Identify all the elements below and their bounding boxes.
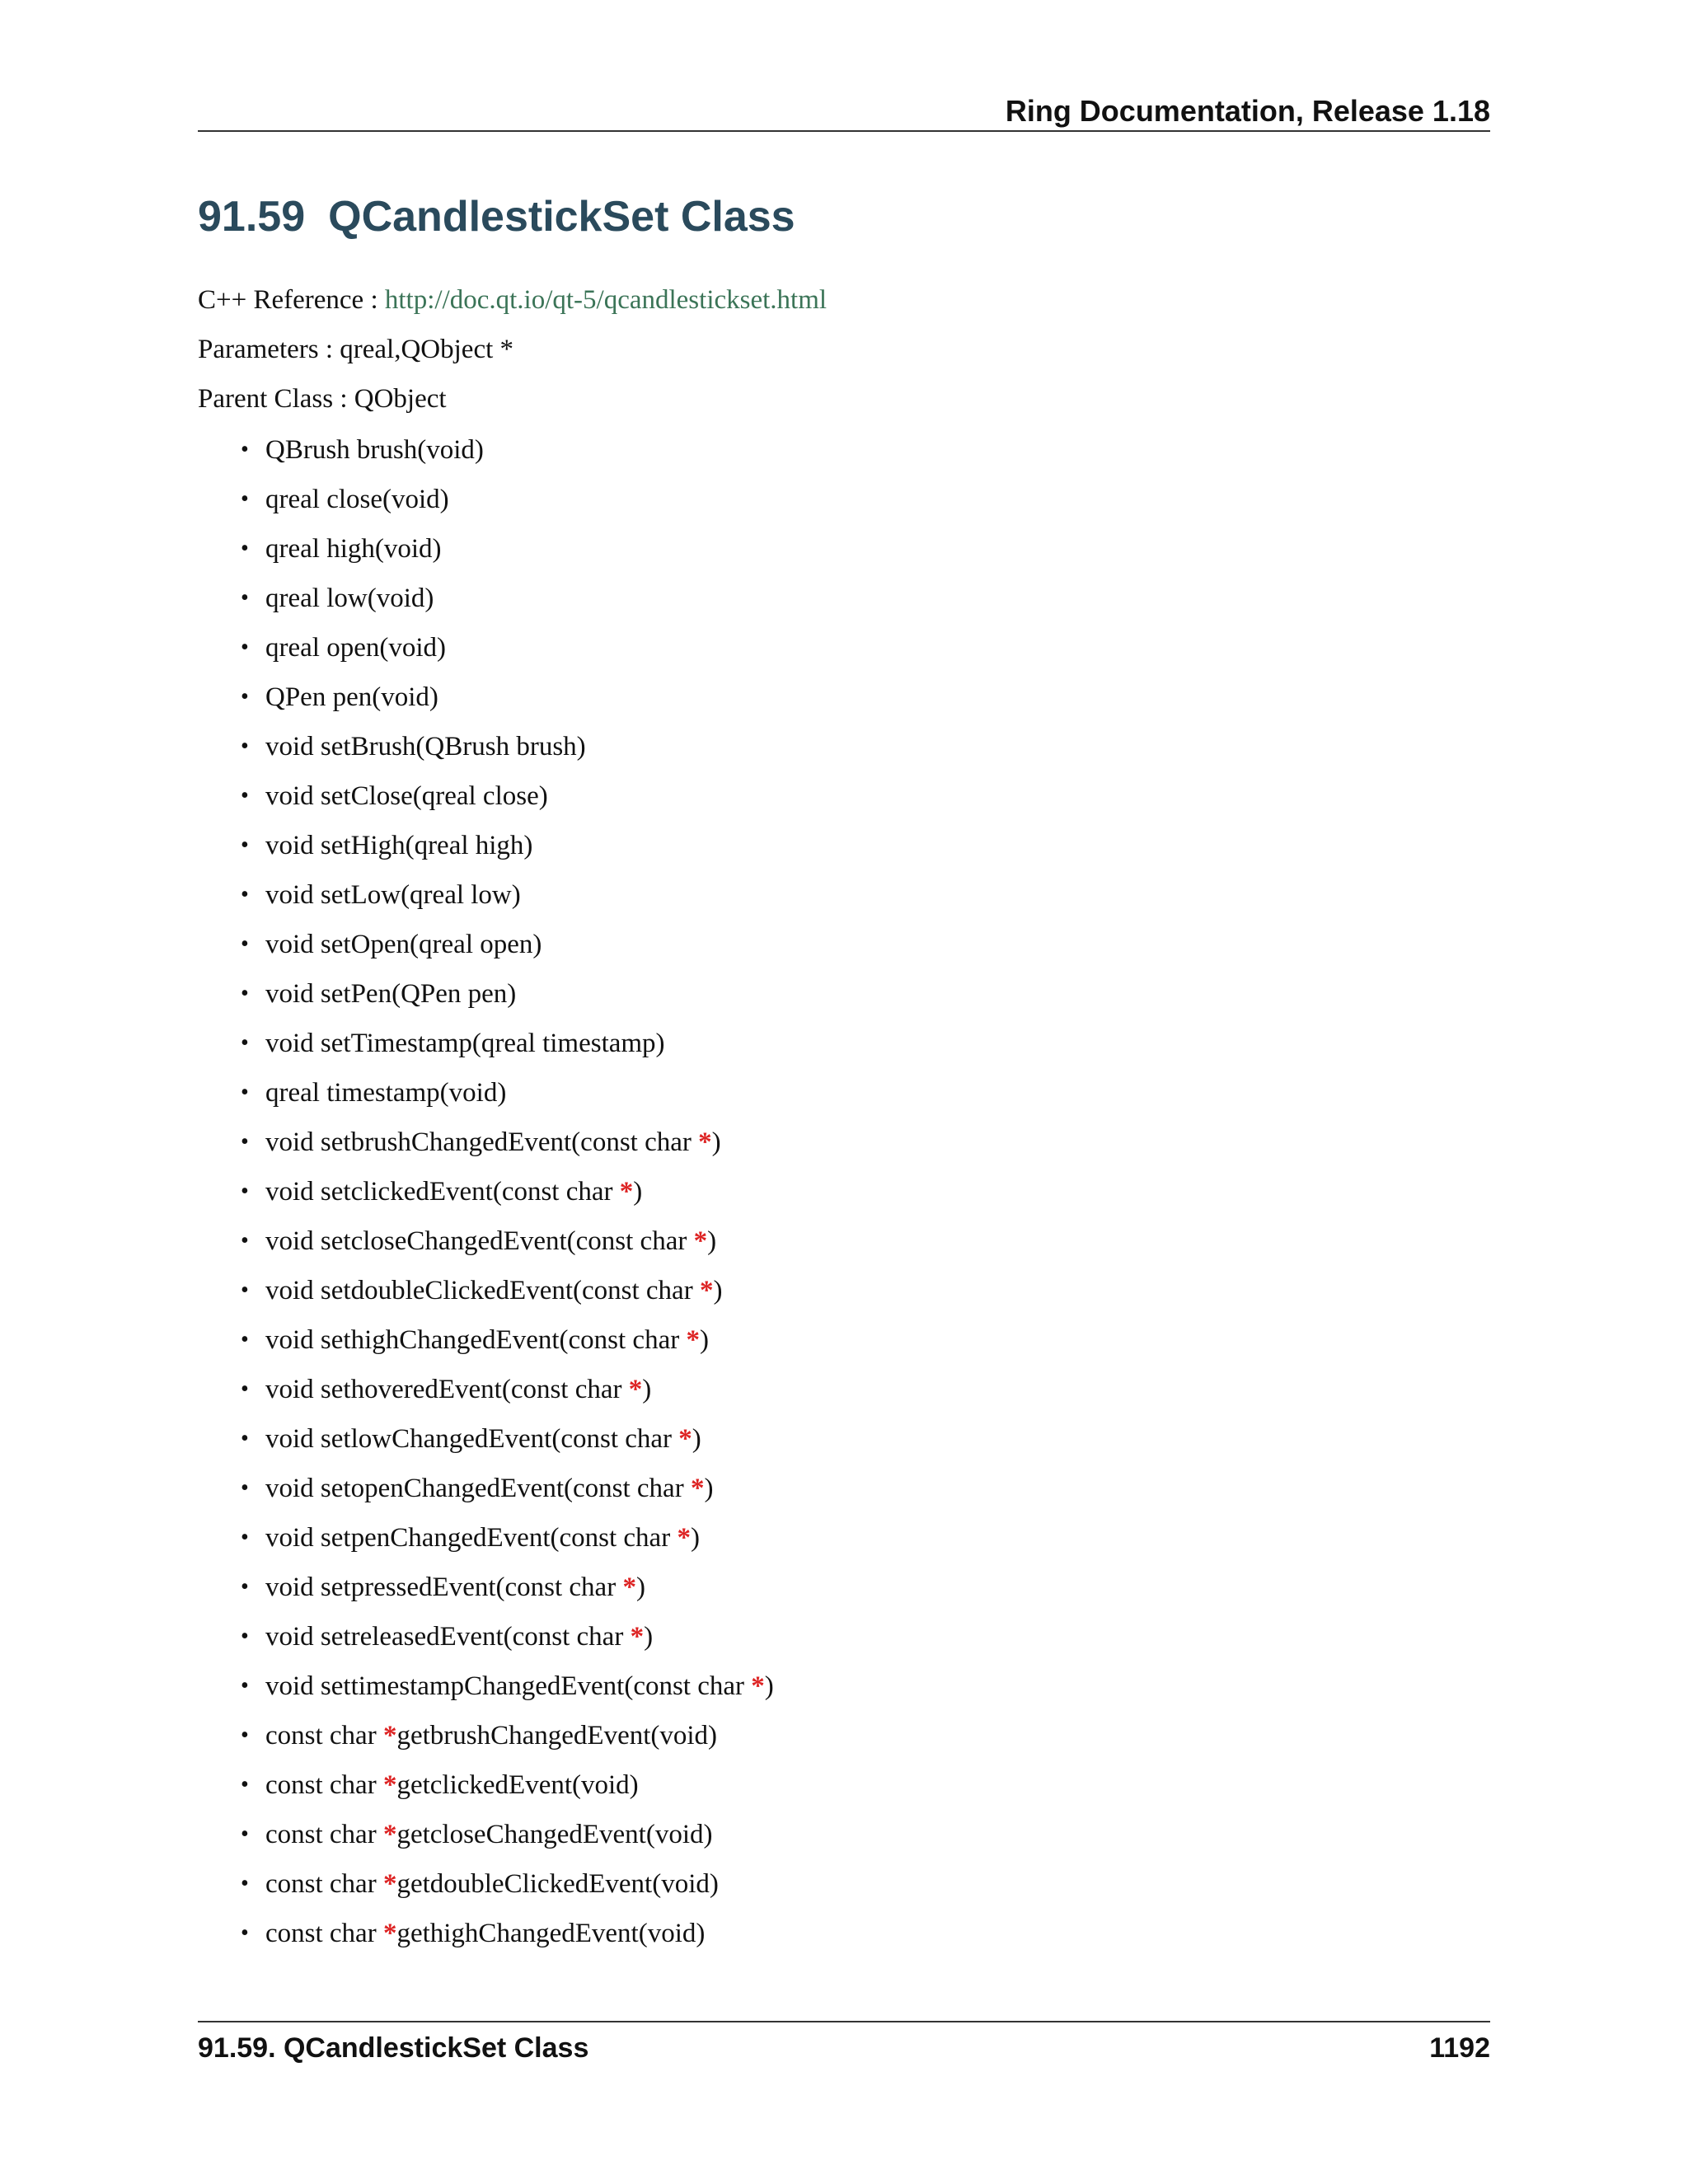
pointer-star: *: [698, 1127, 712, 1157]
bullet-icon: •: [241, 882, 249, 907]
method-signature: qreal low(void): [265, 583, 434, 613]
pointer-star: *: [693, 1226, 708, 1256]
section-number: 91.59: [198, 193, 306, 241]
bullet-icon: •: [241, 1772, 249, 1797]
pointer-star: *: [619, 1177, 634, 1207]
method-signature-tail: getcloseChangedEvent(void): [396, 1820, 713, 1849]
method-signature-tail: ): [713, 1276, 723, 1305]
bullet-icon: •: [241, 1574, 249, 1600]
list-item: [241, 580, 774, 630]
bullet-icon: •: [241, 1525, 249, 1550]
bullet-icon: •: [241, 1624, 249, 1649]
footer-section: 91.59. QCandlestickSet Class: [198, 2032, 589, 2064]
running-header-title: Ring Documentation, Release 1.18: [1005, 94, 1490, 128]
pointer-star: *: [751, 1671, 765, 1701]
method-signature: QPen pen(void): [265, 682, 438, 712]
method-signature: void sethighChangedEvent(const char: [265, 1325, 687, 1355]
method-signature-tail: ): [692, 1424, 701, 1454]
method-signature: void settimestampChangedEvent(const char: [265, 1671, 752, 1701]
method-signature-tail: ): [704, 1474, 714, 1503]
pointer-star: *: [622, 1572, 636, 1602]
page-number: 1192: [1429, 2032, 1490, 2064]
bullet-icon: •: [241, 1920, 249, 1946]
list-item: [241, 1272, 774, 1322]
list-item: [241, 1520, 774, 1569]
method-signature: void setPen(QPen pen): [265, 979, 517, 1009]
list-item: [241, 827, 774, 877]
method-signature: qreal open(void): [265, 633, 446, 663]
bullet-icon: •: [241, 536, 249, 561]
bullet-icon: •: [241, 981, 249, 1006]
pointer-star: *: [382, 1721, 397, 1750]
pointer-star: *: [382, 1869, 397, 1899]
bullet-icon: •: [241, 1327, 249, 1352]
pointer-star: *: [382, 1770, 397, 1800]
method-signature: qreal high(void): [265, 534, 442, 564]
pointer-star: *: [699, 1276, 714, 1305]
list-item: [241, 729, 774, 778]
pointer-star: *: [678, 1424, 692, 1454]
method-signature-tail: getclickedEvent(void): [396, 1770, 639, 1800]
bullet-icon: •: [241, 1228, 249, 1254]
method-signature-tail: ): [707, 1226, 717, 1256]
method-signature-tail: ): [711, 1127, 721, 1157]
method-signature-tail: ): [635, 1572, 645, 1602]
method-signature: void setbrushChangedEvent(const char: [265, 1127, 699, 1157]
method-signature: void setClose(qreal close): [265, 781, 548, 811]
list-item: [241, 1025, 774, 1075]
cpp-reference-line: [198, 282, 827, 318]
method-signature: const char: [265, 1869, 383, 1899]
list-item: [241, 1619, 774, 1668]
list-item: [241, 1569, 774, 1619]
bullet-icon: •: [241, 733, 249, 759]
bullet-icon: •: [241, 1179, 249, 1204]
bullet-icon: •: [241, 437, 249, 462]
method-signature: const char: [265, 1919, 383, 1948]
list-item: [241, 1866, 774, 1915]
running-header: [198, 92, 1490, 132]
method-signature: void setopenChangedEvent(const char: [265, 1474, 691, 1503]
bullet-icon: •: [241, 1871, 249, 1896]
method-signature-tail: getdoubleClickedEvent(void): [396, 1869, 719, 1899]
method-signature: void setdoubleClickedEvent(const char: [265, 1276, 700, 1305]
method-signature-tail: ): [633, 1177, 643, 1207]
method-signature: void setreleasedEvent(const char: [265, 1622, 631, 1652]
pointer-star: *: [690, 1474, 705, 1503]
bullet-icon: •: [241, 1030, 249, 1056]
bullet-icon: •: [241, 1129, 249, 1155]
list-item: [241, 1718, 774, 1767]
bullet-icon: •: [241, 1080, 249, 1105]
list-item: [241, 778, 774, 827]
method-signature: void setpenChangedEvent(const char: [265, 1523, 678, 1553]
method-signature-tail: getbrushChangedEvent(void): [396, 1721, 718, 1750]
method-signature-tail: ): [699, 1325, 709, 1355]
list-item: [241, 1421, 774, 1470]
method-signature: const char: [265, 1721, 383, 1750]
bullet-icon: •: [241, 1722, 249, 1748]
method-signature: qreal timestamp(void): [265, 1078, 507, 1108]
list-item: [241, 1223, 774, 1272]
method-signature: const char: [265, 1770, 383, 1800]
list-item: [241, 1816, 774, 1866]
bullet-icon: •: [241, 832, 249, 858]
cpp-reference-label: C++ Reference :: [198, 285, 378, 315]
method-signature-tail: ): [644, 1622, 654, 1652]
bullet-icon: •: [241, 585, 249, 611]
list-item: [241, 531, 774, 580]
bullet-icon: •: [241, 1673, 249, 1699]
method-signature: void setTimestamp(qreal timestamp): [265, 1029, 665, 1058]
pointer-star: *: [382, 1820, 397, 1849]
list-item: [241, 1124, 774, 1174]
method-signature: const char: [265, 1820, 383, 1849]
pointer-star: *: [630, 1622, 645, 1652]
list-item: [241, 1915, 774, 1965]
method-signature: void setcloseChangedEvent(const char: [265, 1226, 694, 1256]
cpp-reference-link[interactable]: http://doc.qt.io/qt-5/qcandlestickset.html: [384, 285, 828, 315]
list-item: [241, 1767, 774, 1816]
list-item: [241, 1371, 774, 1421]
method-signature: void sethoveredEvent(const char: [265, 1375, 629, 1404]
parent-class-line: Parent Class : QObject: [198, 384, 447, 414]
method-signature: void setBrush(QBrush brush): [265, 732, 586, 762]
method-signature: void setHigh(qreal high): [265, 831, 533, 860]
bullet-icon: •: [241, 1821, 249, 1847]
section-title-text: QCandlestickSet Class: [328, 193, 795, 241]
list-item: [241, 976, 774, 1025]
method-signature: void setLow(qreal low): [265, 880, 521, 910]
pointer-star: *: [382, 1919, 397, 1948]
bullet-icon: •: [241, 635, 249, 660]
bullet-icon: •: [241, 1277, 249, 1303]
list-item: [241, 1470, 774, 1520]
list-item: [241, 432, 774, 481]
pointer-star: *: [628, 1375, 643, 1404]
bullet-icon: •: [241, 1426, 249, 1451]
bullet-icon: •: [241, 783, 249, 808]
method-signature: void setOpen(qreal open): [265, 930, 542, 959]
method-signature: void setpressedEvent(const char: [265, 1572, 623, 1602]
method-signature: void setclickedEvent(const char: [265, 1177, 620, 1207]
method-list: [241, 432, 774, 1965]
pointer-star: *: [686, 1325, 700, 1355]
bullet-icon: •: [241, 486, 249, 512]
bullet-icon: •: [241, 684, 249, 710]
list-item: [241, 926, 774, 976]
running-footer: [198, 2021, 1490, 2072]
method-signature: qreal close(void): [265, 485, 449, 514]
parameters-line: Parameters : qreal,QObject *: [198, 335, 514, 364]
method-signature-tail: gethighChangedEvent(void): [396, 1919, 706, 1948]
list-item: [241, 1668, 774, 1718]
method-signature-tail: ): [642, 1375, 652, 1404]
list-item: [241, 630, 774, 679]
list-item: [241, 1322, 774, 1371]
list-item: [241, 877, 774, 926]
list-item: [241, 1174, 774, 1223]
list-item: [241, 481, 774, 531]
method-signature: QBrush brush(void): [265, 435, 484, 465]
method-signature: void setlowChangedEvent(const char: [265, 1424, 679, 1454]
bullet-icon: •: [241, 1376, 249, 1402]
list-item: [241, 1075, 774, 1124]
list-item: [241, 679, 774, 729]
method-signature-tail: ): [690, 1523, 700, 1553]
bullet-icon: •: [241, 931, 249, 957]
bullet-icon: •: [241, 1475, 249, 1501]
pointer-star: *: [677, 1523, 691, 1553]
section-title: [198, 188, 795, 246]
method-signature-tail: ): [764, 1671, 774, 1701]
